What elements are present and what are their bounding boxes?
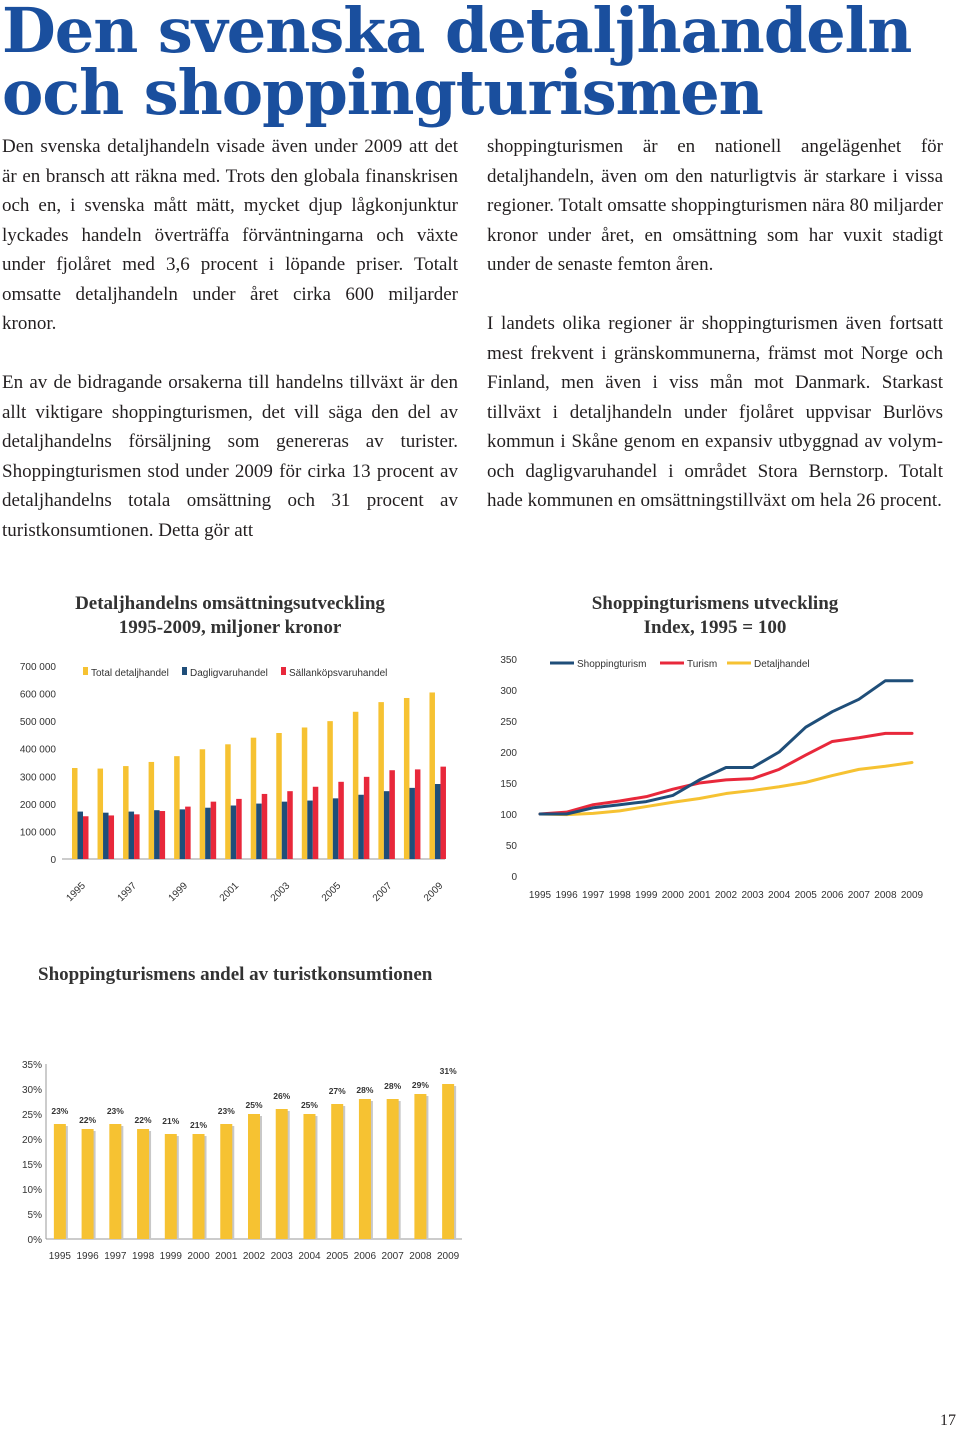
- chart1-bar-0: [98, 769, 104, 859]
- chart3-bar: [54, 1124, 66, 1239]
- chart1-bar-2: [211, 802, 217, 859]
- chart3-x-tick-label: 2008: [409, 1251, 432, 1262]
- chart1-bar-0: [302, 727, 308, 859]
- right-paragraph-1: shoppingturismen är en nationell angelägenhet för detaljhandeln, även om den naturligtvis är starkare i vissa regioner. Totalt omsatte shoppingturismen nära 80 miljarder kronor under året, en omsättning som har vuxit stadigt under de senaste femton åren.: [487, 136, 943, 275]
- chart1-legend-label: Sällanköpsvaruhandel: [289, 668, 388, 679]
- chart3-bar: [137, 1129, 149, 1239]
- chart1-legend-swatch: [281, 667, 286, 675]
- chart2-x-tick-label: 2004: [768, 890, 791, 901]
- chart1-x-tick-label: 1995: [64, 880, 88, 904]
- chart1-legend-swatch: [83, 667, 88, 675]
- chart1-bar-0: [327, 721, 333, 859]
- chart3-y-tick-label: 20%: [21, 1135, 42, 1146]
- chart3-data-label: 22%: [134, 1115, 152, 1125]
- chart3-x-tick-label: 2003: [270, 1251, 293, 1262]
- chart1-bar-0: [200, 749, 206, 859]
- chart1-bar-1: [409, 788, 415, 859]
- chart3-bar: [82, 1129, 94, 1239]
- chart1-x-tick-label: 2007: [370, 880, 395, 904]
- chart2-x-tick-label: 1996: [555, 890, 578, 901]
- chart1-bar-0: [123, 766, 129, 859]
- retail-turnover-bar-chart: [0, 650, 470, 910]
- chart2-legend-label: Turism: [687, 659, 718, 670]
- chart2-title: [487, 592, 943, 640]
- page-number: 17: [940, 1412, 956, 1429]
- chart1-legend-label: Total detaljhandel: [91, 668, 169, 679]
- chart2-y-tick-label: 250: [500, 717, 517, 728]
- chart2-x-tick-label: 2001: [688, 890, 711, 901]
- chart3-x-tick-label: 1998: [131, 1251, 155, 1262]
- chart3-data-label: 28%: [356, 1085, 374, 1095]
- left-paragraph-1: Den svenska detaljhandeln visade även under 2009 att det är en bransch att räkna med. Trots den globala finanskrisen och en, i svenska mått mätt, mycket djup lågkonjunktur lyckades handeln överträffa förväntningarna och växte under fjolåret med 3,6 procent i löpande priser. Totalt omsatte detaljhandeln under året cirka 600 miljarder kronor.: [2, 136, 458, 334]
- chart3-bar: [109, 1124, 121, 1239]
- chart3-y-tick-label: 5%: [27, 1210, 42, 1221]
- page-title-line2: och shoppingturismen: [2, 56, 763, 129]
- chart3-data-label: 21%: [190, 1120, 208, 1130]
- chart1-bar-1: [358, 795, 364, 859]
- chart1-title: [2, 592, 458, 640]
- chart1-bar-2: [262, 794, 268, 859]
- chart3-data-label: 23%: [106, 1106, 124, 1116]
- chart3-x-tick-label: 2007: [381, 1251, 404, 1262]
- chart3-title: [38, 963, 458, 987]
- chart3-data-label: 21%: [162, 1116, 180, 1126]
- chart3-data-label: 23%: [51, 1106, 69, 1116]
- chart3-data-label: 27%: [328, 1086, 346, 1096]
- chart1-bar-1: [384, 791, 390, 859]
- chart1-bar-0: [174, 756, 180, 859]
- chart1-bar-2: [440, 767, 446, 859]
- chart3-y-tick-label: 35%: [21, 1060, 42, 1071]
- chart1-y-tick-label: 600 000: [19, 689, 56, 701]
- chart2-series-line: [540, 733, 912, 814]
- chart1-bar-0: [276, 733, 282, 859]
- chart1-bar-1: [333, 798, 339, 859]
- chart1-x-tick-label: 2001: [217, 880, 242, 904]
- chart2-y-tick-label: 100: [500, 810, 517, 821]
- chart3-bar: [414, 1094, 426, 1239]
- chart3-x-tick-label: 2006: [353, 1251, 377, 1262]
- chart3-y-tick-label: 10%: [21, 1185, 42, 1196]
- chart1-bar-1: [282, 802, 288, 859]
- chart2-legend-label: Detaljhandel: [754, 659, 810, 670]
- chart1-bar-2: [160, 811, 166, 859]
- chart3-y-tick-label: 30%: [21, 1085, 42, 1096]
- chart1-bar-2: [134, 814, 140, 859]
- chart1-bar-2: [185, 807, 191, 859]
- chart3-bar: [165, 1134, 177, 1239]
- chart1-y-tick-label: 200 000: [19, 799, 56, 811]
- chart3-bar: [387, 1099, 399, 1239]
- chart1-y-tick-label: 300 000: [19, 772, 56, 784]
- chart1-title-line2: 1995-2009, miljoner kronor: [118, 617, 342, 638]
- chart1-bar-2: [109, 815, 115, 859]
- chart3-data-label: 22%: [79, 1115, 97, 1125]
- chart2-x-tick-label: 2005: [794, 890, 817, 901]
- chart3-bar: [359, 1099, 371, 1239]
- chart2-x-tick-label: 2000: [661, 890, 684, 901]
- chart1-bar-1: [307, 801, 313, 859]
- right-column: [487, 132, 943, 545]
- chart1-bar-1: [205, 808, 211, 859]
- chart3-data-label: 25%: [300, 1100, 318, 1110]
- chart1-bar-0: [404, 698, 410, 859]
- chart3-x-tick-label: 1995: [48, 1251, 71, 1262]
- chart1-bar-1: [435, 784, 441, 859]
- chart1-legend-swatch: [182, 667, 187, 675]
- chart1-y-tick-label: 100 000: [19, 827, 56, 839]
- chart2-y-tick-label: 350: [500, 655, 517, 666]
- chart1-y-tick-label: 700 000: [19, 662, 56, 673]
- chart1-x-tick-label: 1997: [115, 880, 140, 904]
- chart3-data-label: 31%: [439, 1066, 457, 1076]
- chart3-y-tick-label: 15%: [21, 1160, 42, 1171]
- chart2-x-tick-label: 2006: [821, 890, 844, 901]
- chart2-x-tick-label: 1995: [528, 890, 552, 901]
- chart1-bar-2: [415, 769, 421, 859]
- chart1-bar-2: [338, 782, 344, 859]
- chart3-bar: [193, 1134, 205, 1239]
- chart1-y-tick-label: 0: [50, 855, 56, 866]
- chart1-legend-label: Dagligvaruhandel: [190, 668, 268, 679]
- chart3-data-label: 28%: [384, 1081, 402, 1091]
- shopping-tourism-line-chart: [490, 645, 950, 910]
- chart1-bar-2: [313, 787, 319, 859]
- chart3-data-label: 25%: [245, 1100, 263, 1110]
- chart3-bar: [442, 1084, 454, 1239]
- chart1-bar-2: [364, 777, 370, 859]
- chart1-x-tick-label: 2005: [319, 880, 344, 904]
- chart3-bar: [276, 1109, 288, 1239]
- chart1-bar-0: [251, 738, 257, 859]
- chart1-x-tick-label: 2009: [421, 880, 446, 904]
- chart1-y-tick-label: 400 000: [19, 744, 56, 756]
- chart1-bar-1: [231, 806, 237, 859]
- page-title-line1: Den svenska detaljhandeln: [2, 0, 912, 67]
- chart1-bar-1: [103, 813, 109, 859]
- chart3-x-tick-label: 1996: [76, 1251, 99, 1262]
- chart2-y-tick-label: 200: [500, 748, 517, 759]
- chart1-bar-0: [149, 762, 155, 859]
- left-column: [2, 132, 458, 575]
- chart1-bar-1: [129, 812, 135, 859]
- chart2-title-line2: Index, 1995 = 100: [643, 617, 787, 638]
- chart1-bar-0: [225, 744, 231, 859]
- chart3-bar: [248, 1114, 260, 1239]
- chart2-y-tick-label: 50: [505, 841, 517, 852]
- chart1-bar-2: [236, 799, 242, 859]
- chart1-bar-2: [83, 816, 89, 859]
- chart2-x-tick-label: 2008: [874, 890, 897, 901]
- chart3-data-label: 29%: [411, 1080, 429, 1090]
- chart3-y-tick-label: 25%: [21, 1110, 42, 1121]
- chart1-x-tick-label: 2003: [268, 880, 293, 904]
- chart3-x-tick-label: 2005: [326, 1251, 349, 1262]
- chart2-x-tick-label: 2009: [900, 890, 924, 901]
- chart3-y-tick-label: 0%: [27, 1235, 42, 1246]
- chart3-data-label: 26%: [273, 1091, 291, 1101]
- chart1-bar-2: [287, 791, 293, 859]
- chart2-y-tick-label: 300: [500, 686, 517, 697]
- chart2-x-tick-label: 1997: [582, 890, 605, 901]
- chart1-bar-1: [180, 809, 186, 859]
- chart2-x-tick-label: 2003: [741, 890, 764, 901]
- chart1-title-line1: Detaljhandelns omsättningsutveckling: [75, 593, 385, 614]
- chart2-x-tick-label: 1999: [635, 890, 658, 901]
- chart3-bar: [220, 1124, 232, 1239]
- chart3-bar: [331, 1104, 343, 1239]
- chart3-x-tick-label: 2004: [298, 1251, 321, 1262]
- page-title: [2, 0, 912, 129]
- chart1-bar-1: [154, 810, 160, 859]
- chart3-x-tick-label: 2002: [242, 1251, 266, 1262]
- chart2-x-tick-label: 2002: [714, 890, 738, 901]
- chart1-x-tick-label: 1999: [166, 880, 191, 904]
- left-paragraph-2: En av de bidragande orsakerna till handelns tillväxt är den allt viktigare shoppingturismen, det vill säga den del av detaljhandelns försäljning som genereras av turister. Shoppingturismen stod under 2009 för cirka 13 procent av detaljhandelns totala omsättning och 31 procent av turistkonsumtionen. Detta gör att: [2, 372, 458, 541]
- chart2-y-tick-label: 0: [511, 872, 517, 883]
- chart3-title-line1: Shoppingturismens andel av turistkonsumtionen: [38, 964, 433, 985]
- chart1-y-tick-label: 500 000: [19, 717, 56, 729]
- right-paragraph-2: I landets olika regioner är shoppingturismen även fortsatt mest frekvent i gränskommunerna, främst mot Norge och Finland, men även i viss mån mot Danmark. Starkast tillväxt i detaljhandeln under fjolåret uppvisar Burlövs kommun i Skåne genom en expansiv utbyggnad av volym- och dagligvaruhandel i området Stora Bernstorp. Totalt hade kommunen en omsättningstillväxt om hela 26 procent.: [487, 313, 943, 511]
- chart2-legend-label: Shoppingturism: [577, 659, 647, 670]
- chart3-data-label: 23%: [217, 1106, 235, 1116]
- chart2-title-line1: Shoppingturismens utveckling: [591, 593, 839, 614]
- chart2-x-tick-label: 1998: [608, 890, 631, 901]
- chart3-bar: [303, 1114, 315, 1239]
- chart1-bar-0: [353, 712, 359, 859]
- chart3-x-tick-label: 2000: [187, 1251, 210, 1262]
- chart3-x-tick-label: 2009: [437, 1251, 460, 1262]
- chart1-bar-1: [256, 804, 262, 859]
- chart1-bar-1: [78, 812, 84, 859]
- chart2-x-tick-label: 2007: [847, 890, 870, 901]
- chart3-x-tick-label: 1999: [159, 1251, 182, 1262]
- chart1-bar-0: [378, 702, 384, 859]
- tourism-share-bar-chart: [0, 1050, 480, 1270]
- chart1-bar-0: [429, 692, 435, 859]
- chart2-y-tick-label: 150: [500, 779, 517, 790]
- chart3-x-tick-label: 1997: [104, 1251, 127, 1262]
- chart1-bar-2: [389, 770, 395, 859]
- chart3-x-tick-label: 2001: [215, 1251, 238, 1262]
- chart1-bar-0: [72, 768, 78, 859]
